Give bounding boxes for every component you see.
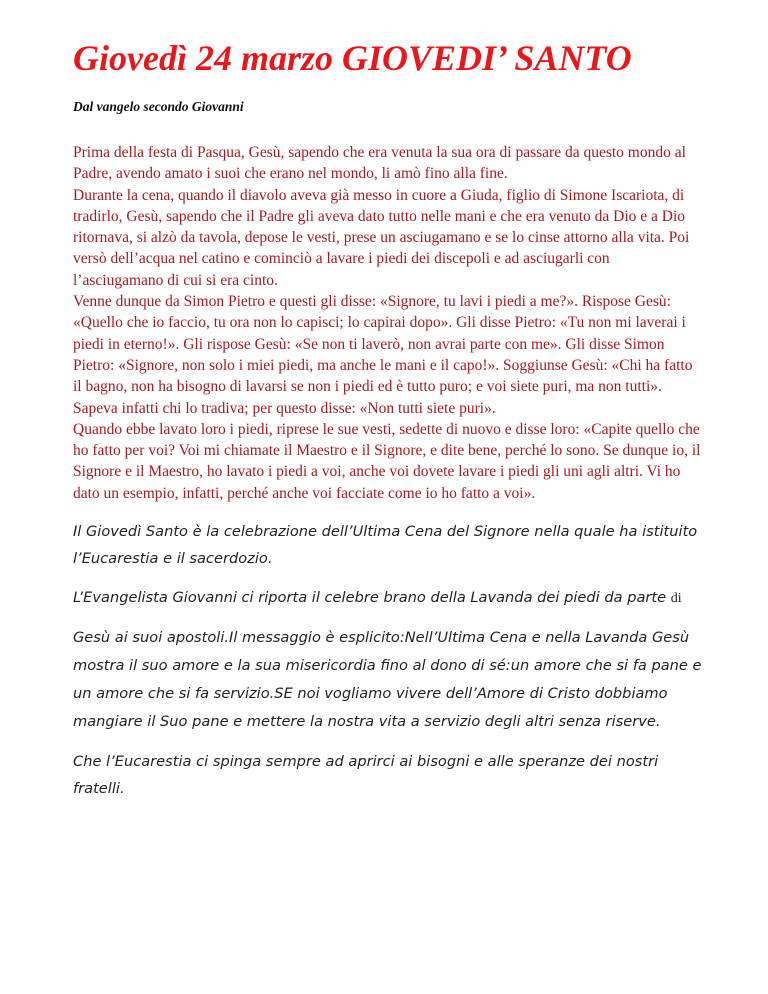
commentary-paragraph-2 [73,584,703,612]
gospel-source: Dal vangelo secondo Giovanni [73,99,244,114]
commentary-paragraph-3: Gesù ai suoi apostoli.Il messaggio è esplicito:Nell’Ultima Cena e nella Lavanda Gesù mostra il suo amore e la sua misericordia fino al dono di sé:un amore che si fa pane e un amore che si fa servizio.SE noi vogliamo vivere dell’Amore di Cristo dobbiamo mangiare il Suo pane e mettere la nostra vita a servizio degli altri senza riserve. [73,629,702,731]
document-page [73,36,703,802]
gospel-paragraph-3: Venne dunque da Simon Pietro e questi gli disse: «Signore, tu lavi i piedi a me?». Rispose Gesù: «Quello che io faccio, tu ora non lo capisci; lo capirai dopo». Gli disse Pietro: «Tu non mi laverai i piedi in eterno!». Gli rispose Gesù: «Se non ti laverò, non avrai parte con me». Gli disse Simon Pietro: «Signore, non solo i miei piedi, ma anche le mani e il capo!». Soggiunse Gesù: «Chi ha fatto il bagno, non ha bisogno di lavarsi se non i piedi ed è tutto puro; e voi siete puri, ma non tutti». Sapeva infatti chi lo tradiva; per questo disse: «Non tutti siete puri». [73,293,693,417]
gospel-text [73,142,703,504]
commentary-paragraph-2-main: L’Evangelista Giovanni ci riporta il celebre brano della Lavanda dei piedi da parte [73,589,667,607]
commentary-paragraph-1: Il Giovedì Santo è la celebrazione dell’Ultima Cena del Signore nella quale ha istituito l’Eucarestia e il sacerdozio. [73,523,698,568]
commentary-paragraph-4: Che l’Eucarestia ci spinga sempre ad aprirci ai bisogni e alle speranze dei nostri fratelli. [73,753,659,798]
gospel-paragraph-1: Prima della festa di Pasqua, Gesù, sapendo che era venuta la sua ora di passare da questo mondo al Padre, avendo amato i suoi che erano nel mondo, li amò fino alla fine. [73,144,686,183]
gospel-paragraph-4: Quando ebbe lavato loro i piedi, riprese le sue vesti, sedette di nuovo e disse loro: «Capite quello che ho fatto per voi? Voi mi chiamate il Maestro e il Signore, e dite bene, perché lo sono. Se dunque io, il Signore e il Maestro, ho lavato i piedi a voi, anche voi dovete lavare i piedi gli uni agli altri. Vi ho dato un esempio, infatti, perché anche voi facciate come io ho fatto a voi». [73,420,701,502]
page-title: Giovedì 24 marzo GIOVEDI’ SANTO [73,38,632,78]
commentary-paragraph-2-tail: di [670,591,682,607]
gospel-paragraph-2: Durante la cena, quando il diavolo aveva già messo in cuore a Giuda, figlio di Simone Iscariota, di tradirlo, Gesù, sapendo che il Padre gli aveva dato tutto nelle mani e che era venuto da Dio e a Dio ritornava, si alzò da tavola, depose le vesti, prese un asciugamano e se lo cinse attorno alla vita. Poi versò dell’acqua nel catino e cominciò a lavare i piedi dei discepoli e ad asciugarli con l’asciugamano di cui si era cinto. [73,186,690,289]
